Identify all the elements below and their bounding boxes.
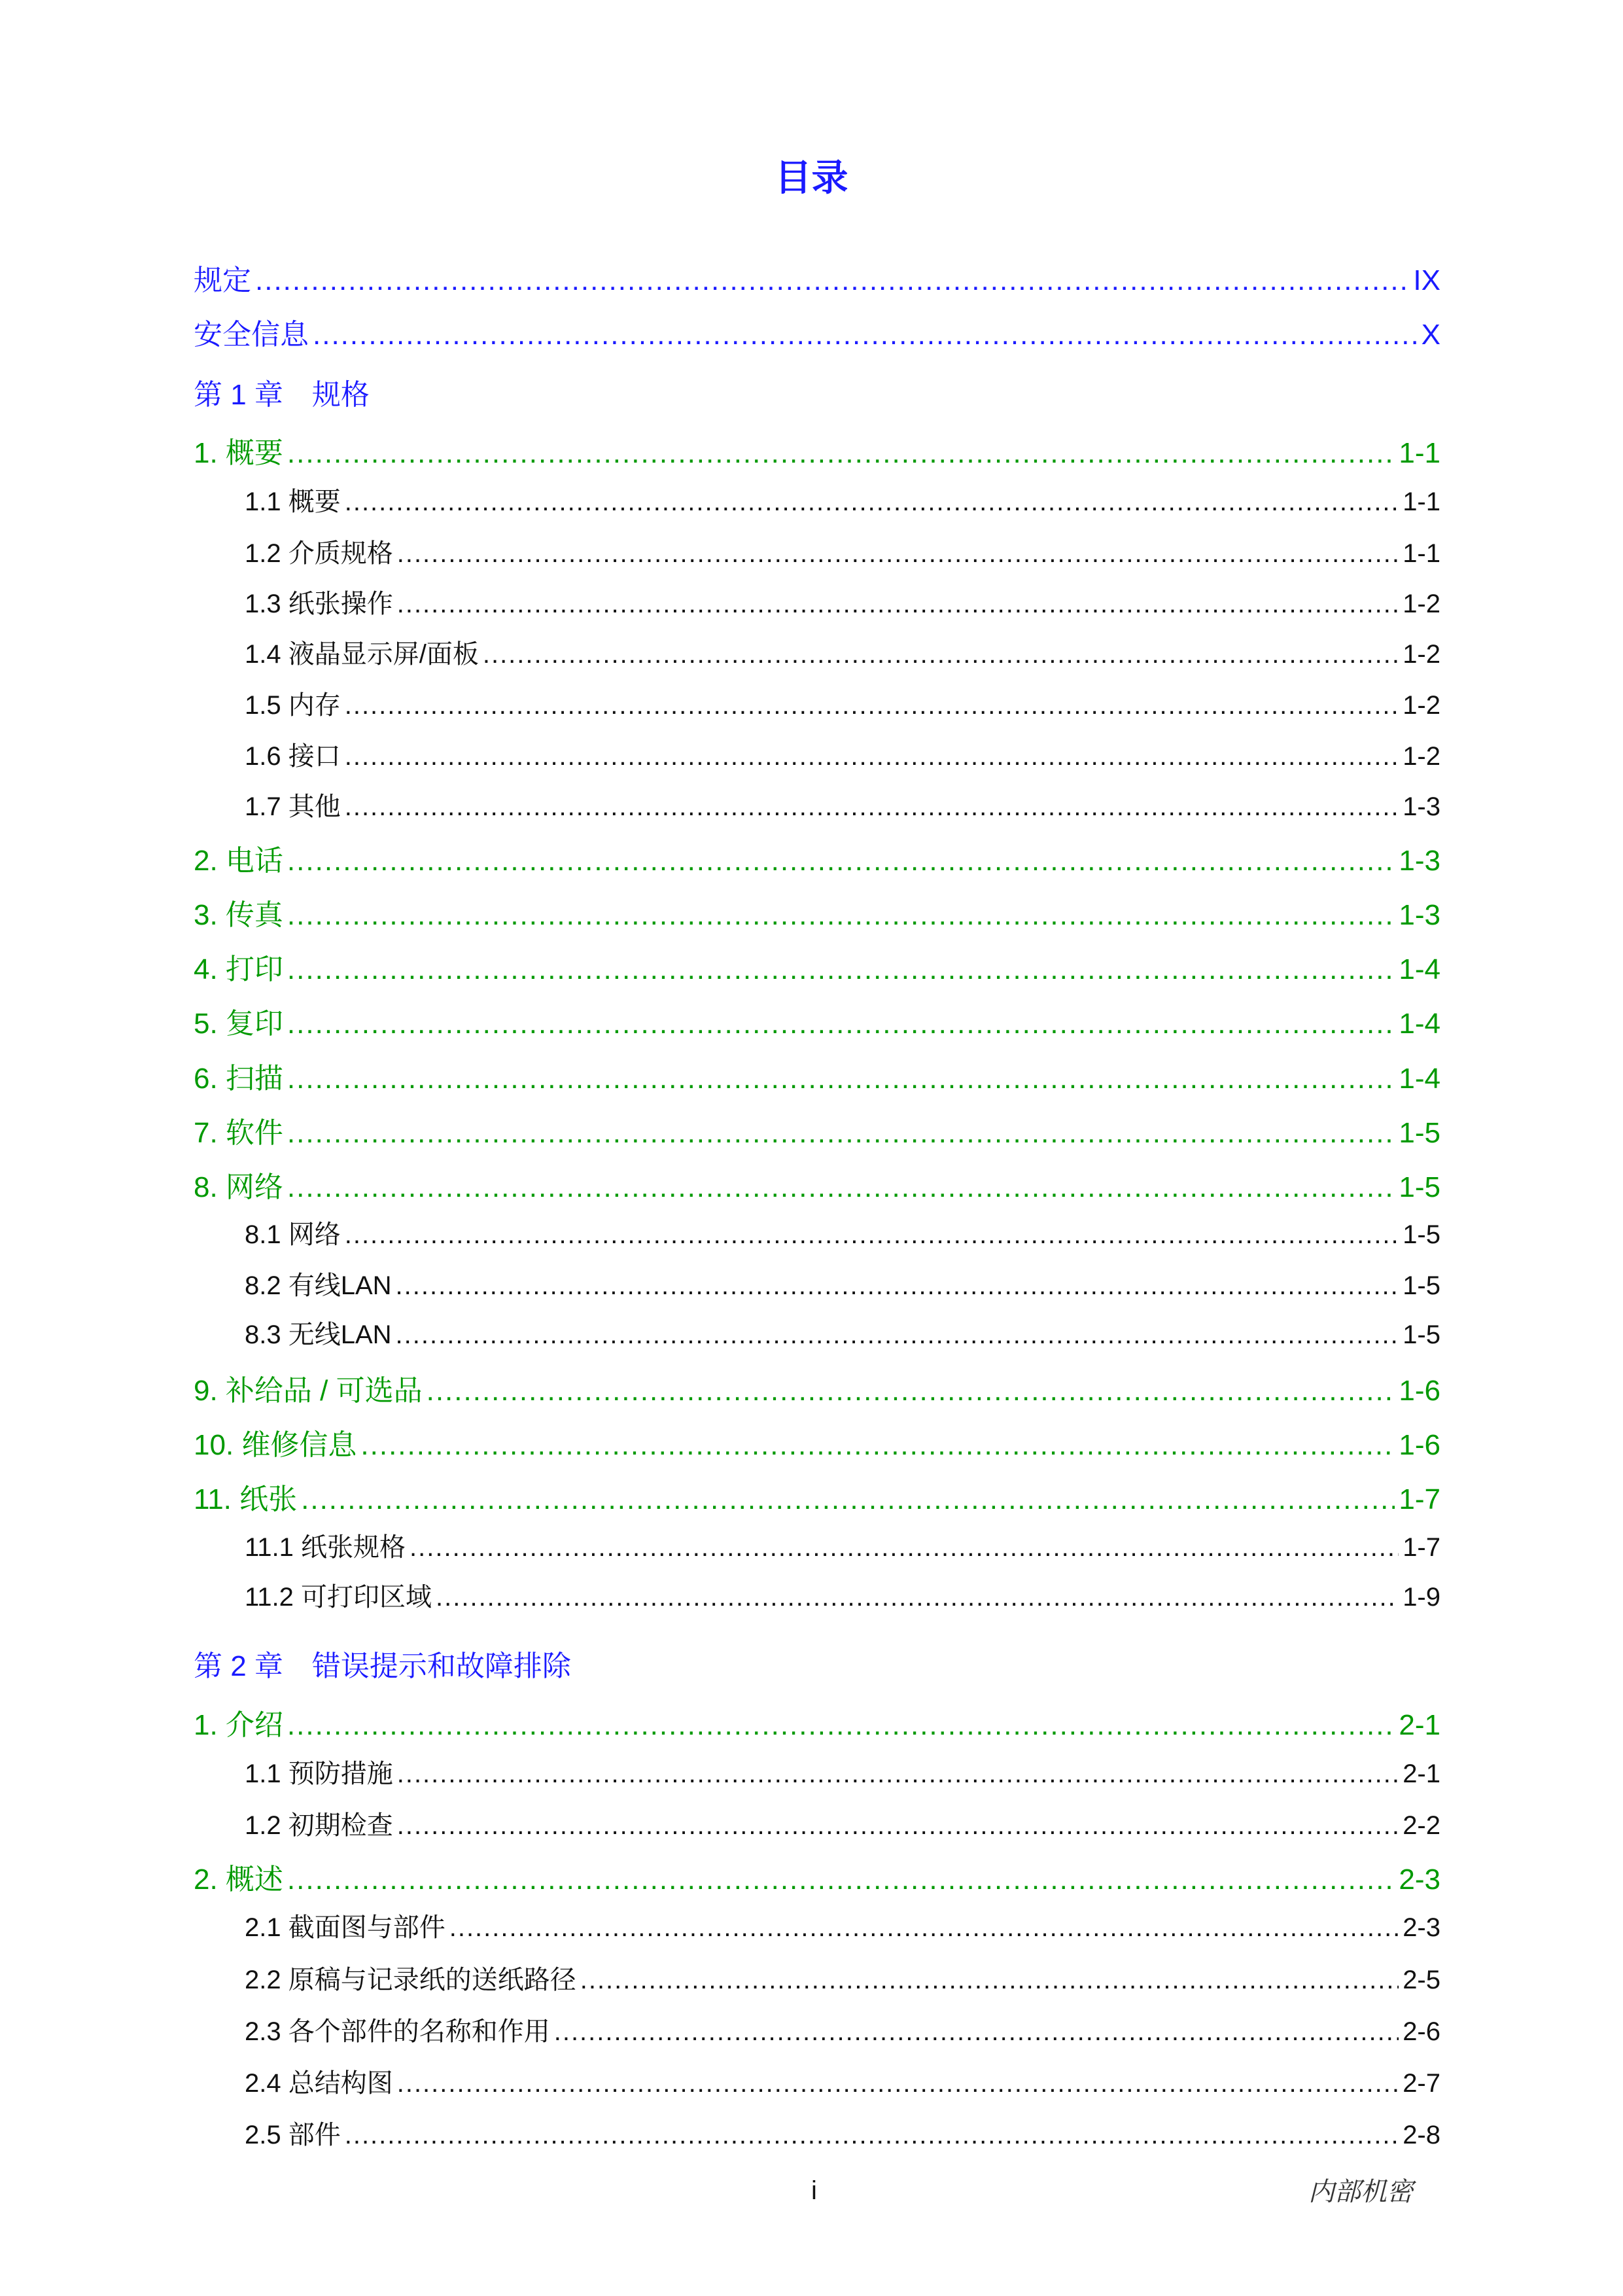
chapter-heading: 第 1 章 规格 [194, 379, 370, 411]
leader-dots [580, 1966, 1399, 1995]
toc-entry-label: 2.3 各个部件的名称和作用 [245, 2017, 550, 2046]
chapter-heading: 第 2 章 错误提示和故障排除 [194, 1650, 571, 1682]
toc-entry[interactable] [245, 533, 1440, 570]
toc-entry-page: 2-3 [1399, 1863, 1440, 1896]
leader-dots [427, 1375, 1395, 1407]
leader-dots [287, 899, 1395, 932]
leader-dots [483, 640, 1399, 669]
toc-entry-page: 2-5 [1403, 1966, 1440, 1994]
toc-entry-label: 10. 维修信息 [194, 1429, 357, 1461]
leader-dots [345, 691, 1399, 720]
leader-dots [397, 590, 1399, 619]
toc-entry-label: 3. 传真 [194, 899, 283, 931]
toc-entry-page: X [1421, 319, 1440, 351]
toc-entry[interactable] [194, 945, 1440, 987]
toc-entry[interactable] [194, 1856, 1440, 1898]
leader-dots [397, 1759, 1399, 1789]
toc-entry-page: 1-1 [1399, 437, 1440, 469]
toc-entry-label: 2.1 截面图与部件 [245, 1913, 445, 1942]
toc-entry[interactable] [245, 1576, 1440, 1614]
toc-entry-page: 1-1 [1403, 539, 1440, 568]
toc-entry-page: 1-7 [1399, 1483, 1440, 1515]
toc-entry-label: 规定 [194, 264, 251, 296]
toc-entry[interactable] [245, 1959, 1440, 1996]
toc-entry[interactable] [194, 1421, 1440, 1463]
toc-entry-page: 2-8 [1403, 2121, 1440, 2149]
leader-dots [287, 1063, 1395, 1095]
leader-dots [301, 1483, 1395, 1516]
toc-entry-label: 11.2 可打印区域 [245, 1583, 432, 1612]
toc-entry-page: 1-3 [1399, 845, 1440, 877]
toc-entry[interactable] [194, 1701, 1440, 1743]
toc-entry-label: 安全信息 [194, 319, 309, 351]
leader-dots [345, 1220, 1399, 1250]
leader-dots [287, 1171, 1395, 1204]
toc-entry-page: 1-6 [1399, 1375, 1440, 1407]
toc-entry[interactable] [245, 2011, 1440, 2048]
toc-entry-label: 8. 网络 [194, 1171, 283, 1203]
toc-entry-label: 7. 软件 [194, 1117, 283, 1149]
toc-entry-label: 2.2 原稿与记录纸的送纸路径 [245, 1966, 576, 1994]
toc-entry[interactable] [194, 256, 1440, 298]
toc-entry-label: 9. 补给品 / 可选品 [194, 1375, 423, 1407]
leader-dots [345, 792, 1399, 822]
toc-entry-page: 2-1 [1403, 1759, 1440, 1788]
toc-entry-page: 2-3 [1403, 1913, 1440, 1942]
toc-entry-label: 2. 概述 [194, 1863, 283, 1896]
toc-entry-label: 5. 复印 [194, 1008, 283, 1040]
toc-entry-label: 1.7 其他 [245, 792, 341, 821]
toc-entry-label: 2. 电话 [194, 845, 283, 877]
toc-entry[interactable] [245, 1907, 1440, 1944]
toc-entry-page: 1-1 [1403, 487, 1440, 516]
toc-entry-label: 8.3 无线LAN [245, 1320, 392, 1349]
leader-dots [345, 487, 1399, 517]
toc-entry-page: 1-5 [1403, 1271, 1440, 1300]
footer-confidential: 内部机密 [1308, 2177, 1413, 2206]
toc-entry-label: 1.5 内存 [245, 691, 341, 720]
toc-entry-page: 1-5 [1399, 1117, 1440, 1149]
toc-entry-label: 2.4 总结构图 [245, 2069, 393, 2098]
toc-entry[interactable] [245, 1265, 1440, 1302]
leader-dots [287, 845, 1395, 877]
toc-entry-label: 1.2 初期检查 [245, 1811, 393, 1840]
toc-entry-page: 1-2 [1403, 590, 1440, 618]
toc-entry[interactable] [245, 684, 1440, 722]
leader-dots [397, 539, 1399, 569]
toc-entry[interactable] [245, 1527, 1440, 1564]
toc-entry[interactable] [194, 891, 1440, 933]
toc-entry[interactable] [245, 2114, 1440, 2151]
toc-entry[interactable] [245, 2062, 1440, 2100]
leader-dots [287, 1709, 1395, 1742]
toc-entry-label: 1.1 预防措施 [245, 1759, 393, 1788]
toc-entry-page: 1-5 [1403, 1320, 1440, 1349]
toc-entry-page: 1-3 [1399, 899, 1440, 931]
footer-page-number: i [811, 2176, 817, 2205]
toc-entry-page: 2-2 [1403, 1811, 1440, 1840]
toc-entry-page: 1-5 [1399, 1171, 1440, 1203]
page-title: 目录 [775, 157, 848, 198]
leader-dots [436, 1583, 1399, 1612]
toc-entry[interactable] [245, 633, 1440, 671]
toc-entry-page: IX [1413, 264, 1440, 296]
toc-entry[interactable] [245, 1314, 1440, 1351]
toc-entry-page: 1-4 [1399, 1008, 1440, 1040]
toc-entry-label: 11. 纸张 [194, 1483, 298, 1515]
toc-entry-page: 1-4 [1399, 1063, 1440, 1095]
leader-dots [345, 742, 1399, 771]
toc-entry-page: 1-2 [1403, 742, 1440, 771]
toc-entry[interactable] [245, 1805, 1440, 1842]
toc-entry-label: 2.5 部件 [245, 2121, 341, 2149]
leader-dots [396, 1320, 1399, 1350]
toc-entry[interactable] [245, 481, 1440, 518]
toc-entry-label: 8.1 网络 [245, 1220, 341, 1249]
toc-entry[interactable] [245, 1214, 1440, 1251]
leader-dots [255, 264, 1409, 297]
toc-entry-label: 1.6 接口 [245, 742, 341, 771]
toc-entry[interactable] [194, 1109, 1440, 1151]
toc-entry-label: 1.4 液晶显示屏/面板 [245, 640, 479, 669]
toc-entry[interactable] [245, 583, 1440, 620]
toc-entry-page: 2-1 [1399, 1709, 1440, 1741]
toc-entry-page: 1-2 [1403, 691, 1440, 720]
toc-entry-page: 1-2 [1403, 640, 1440, 669]
toc-entry[interactable] [194, 837, 1440, 879]
toc-entry-label: 8.2 有线LAN [245, 1271, 392, 1300]
leader-dots [396, 1271, 1399, 1301]
leader-dots [287, 1863, 1395, 1896]
leader-dots [449, 1913, 1399, 1943]
toc-entry-label: 4. 打印 [194, 953, 283, 985]
leader-dots [360, 1429, 1395, 1462]
toc-entry[interactable] [194, 429, 1440, 471]
toc-entry[interactable] [194, 311, 1440, 353]
toc-entry[interactable] [194, 1163, 1440, 1205]
toc-entry[interactable] [194, 1000, 1440, 1042]
toc-entry-page: 2-7 [1403, 2069, 1440, 2098]
toc-entry[interactable] [194, 1367, 1440, 1409]
toc-entry-page: 1-5 [1403, 1220, 1440, 1249]
leader-dots [287, 1117, 1395, 1150]
toc-entry-page: 1-7 [1403, 1533, 1440, 1562]
toc-entry-page: 1-4 [1399, 953, 1440, 985]
toc-entry[interactable] [245, 1753, 1440, 1790]
leader-dots [287, 437, 1395, 470]
leader-dots [554, 2017, 1399, 2047]
toc-entry-label: 11.1 纸张规格 [245, 1533, 406, 1562]
leader-dots [397, 2069, 1399, 2098]
leader-dots [287, 953, 1395, 986]
leader-dots [313, 319, 1418, 351]
toc-entry[interactable] [245, 735, 1440, 773]
toc-entry-page: 1-6 [1399, 1429, 1440, 1461]
toc-entry-label: 1.3 纸张操作 [245, 590, 393, 618]
toc-entry-page: 1-3 [1403, 792, 1440, 821]
toc-entry[interactable] [194, 1055, 1440, 1097]
leader-dots [345, 2121, 1399, 2150]
toc-entry-label: 1. 介绍 [194, 1709, 283, 1741]
toc-entry-label: 1.1 概要 [245, 487, 341, 516]
toc-entry-label: 1.2 介质规格 [245, 539, 393, 568]
leader-dots [397, 1811, 1399, 1841]
toc-entry[interactable] [194, 1475, 1440, 1517]
leader-dots [287, 1008, 1395, 1040]
toc-entry-label: 6. 扫描 [194, 1063, 283, 1095]
toc-entry-label: 1. 概要 [194, 437, 283, 469]
leader-dots [410, 1533, 1399, 1563]
toc-entry[interactable] [245, 786, 1440, 823]
toc-entry-page: 1-9 [1403, 1583, 1440, 1612]
toc-entry-page: 2-6 [1403, 2017, 1440, 2046]
